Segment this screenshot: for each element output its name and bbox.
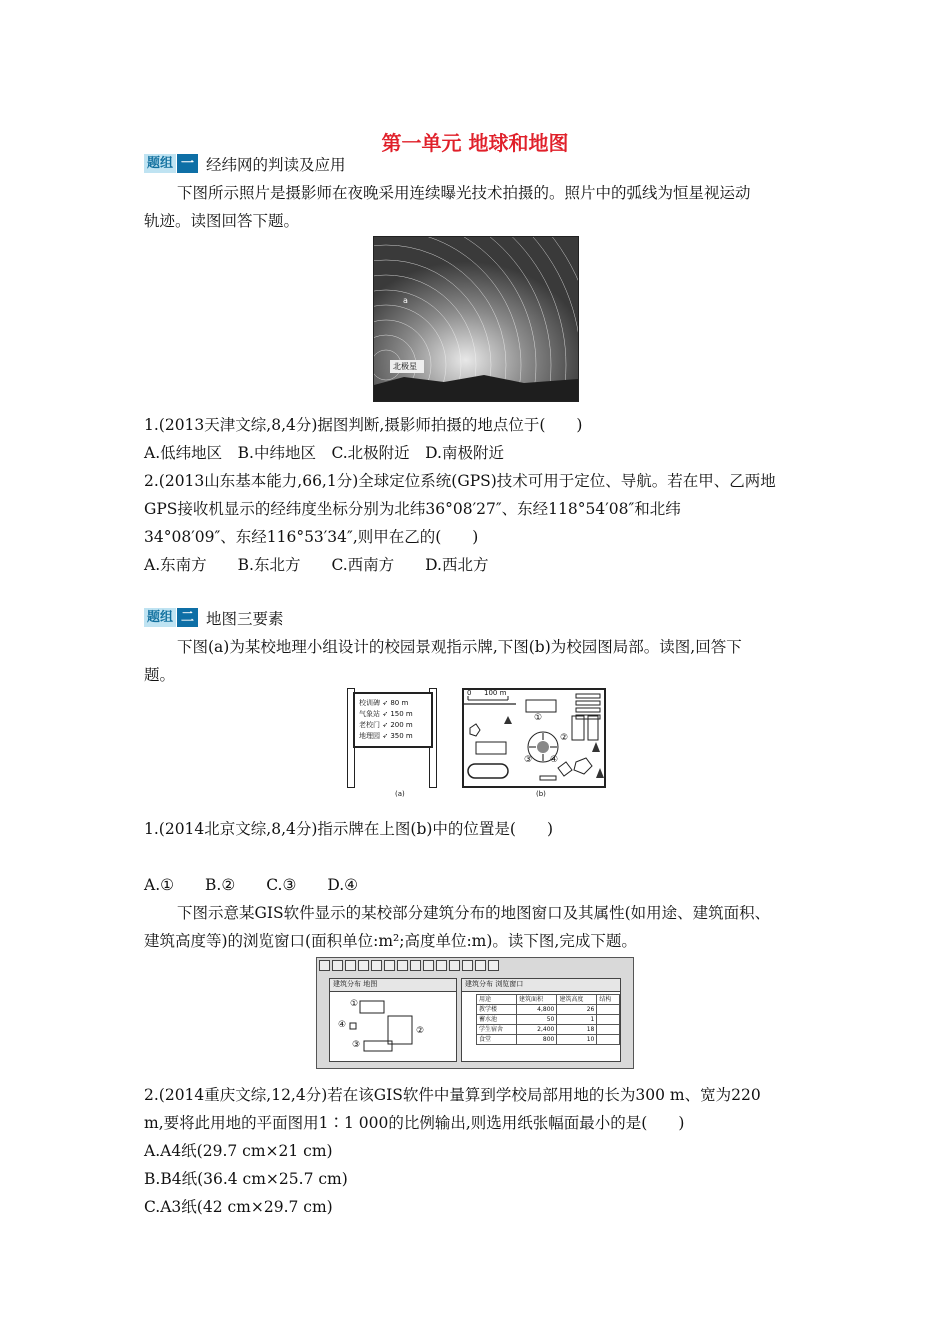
gis-intro-line2: 建筑高度等)的浏览窗口(面积单位:m²;高度单位:m)。读下图,完成下题。 <box>144 932 637 950</box>
gis-map-mark-4: ④ <box>338 1020 347 1030</box>
group1-intro-line1: 下图所示照片是摄影师在夜晚采用连续曝光技术拍摄的。照片中的弧线为恒星视运动 <box>177 184 751 202</box>
sign-board-figure <box>343 688 445 800</box>
gis-map-drawing <box>330 991 456 1061</box>
group-badge-label: 题组 <box>144 154 176 173</box>
g1-q1-stem: 1.(2013天津文综,8,4分)据图判断,摄影师拍摄的地点位于( ) <box>144 416 583 434</box>
map-mark-2: ② <box>560 733 569 743</box>
group2-heading: 地图三要素 <box>206 610 284 628</box>
gis-attribute-table <box>476 994 620 1045</box>
toolbar-button-icon[interactable] <box>397 960 408 971</box>
figure-a-caption: (a) <box>395 790 405 798</box>
g2-q2-line2: m,要将此用地的平面图用1∶1 000的比例输出,则选用纸张幅面最小的是( ) <box>144 1114 685 1132</box>
gis-map-title: 建筑分布 地图 <box>333 980 378 988</box>
table-row[interactable] <box>477 1025 620 1035</box>
toolbar-button-icon[interactable] <box>384 960 395 971</box>
sign-row-dist: 350 m <box>390 732 413 740</box>
table-cell-height: 18 <box>557 1025 597 1035</box>
photo-label-a: a <box>403 296 408 305</box>
table-cell-height: 10 <box>557 1035 597 1045</box>
sign-row: 地理园 ➶ 350 m <box>359 732 413 740</box>
campus-map-frame <box>462 688 606 788</box>
sign-row-name: 老校门 <box>359 721 380 729</box>
toolbar-button-icon[interactable] <box>423 960 434 971</box>
group2-intro-line1: 下图(a)为某校地理小组设计的校园景观指示牌,下图(b)为校园图局部。读图,回答下 <box>177 638 742 656</box>
gis-intro-line1: 下图示意某GIS软件显示的某校部分建筑分布的地图窗口及其属性(如用途、建筑面积、 <box>177 904 771 922</box>
table-cell-height: 26 <box>557 1005 597 1015</box>
sign-row-dist: 150 m <box>390 710 413 718</box>
sign-row-name: 地理园 <box>359 732 380 740</box>
group-badge-number: 一 <box>177 154 198 173</box>
table-cell-area: 50 <box>516 1015 556 1025</box>
g2-q1-options: A.① B.② C.③ D.④ <box>144 876 359 894</box>
table-header-cell: 用途 <box>477 995 517 1005</box>
g2-q2-option-c: C.A3纸(42 cm×29.7 cm) <box>144 1198 333 1216</box>
sign-row: 气象站 ➶ 150 m <box>359 710 413 718</box>
gis-map-mark-1: ① <box>350 999 359 1009</box>
group-badge-number: 二 <box>177 608 198 627</box>
toolbar-button-icon[interactable] <box>488 960 499 971</box>
group2-badge <box>144 608 198 627</box>
g1-q2-line2: GPS接收机显示的经纬度坐标分别为北纬36°08′27″、东经118°54′08″和北纬 <box>144 500 681 518</box>
map-scale-zero: 0 <box>467 689 472 697</box>
table-cell-structure <box>597 1005 620 1015</box>
group-badge-label: 题组 <box>144 608 176 627</box>
gis-map-window <box>329 978 457 1062</box>
star-trail-image <box>374 237 578 401</box>
toolbar-button-icon[interactable] <box>345 960 356 971</box>
table-cell-use: 食堂 <box>477 1035 517 1045</box>
map-scale-length: 100 m <box>484 689 507 697</box>
gis-browse-title: 建筑分布 浏览窗口 <box>465 980 524 988</box>
sign-row-dist: 80 m <box>390 699 409 707</box>
table-cell-structure <box>597 1015 620 1025</box>
toolbar-button-icon[interactable] <box>449 960 460 971</box>
g2-q1-stem: 1.(2014北京文综,8,4分)指示牌在上图(b)中的位置是( ) <box>144 820 554 838</box>
campus-map-drawing <box>464 690 604 786</box>
sign-row-name: 校训碑 <box>359 699 380 707</box>
map-mark-4: ④ <box>550 755 559 765</box>
table-header-cell: 结构 <box>597 995 620 1005</box>
toolbar-button-icon[interactable] <box>475 960 486 971</box>
table-row[interactable] <box>477 1035 620 1045</box>
sign-panel <box>353 692 433 748</box>
group1-badge <box>144 154 198 173</box>
g1-q2-line1: 2.(2013山东基本能力,66,1分)全球定位系统(GPS)技术可用于定位、导航。若在甲、乙两地 <box>144 472 776 490</box>
toolbar-button-icon[interactable] <box>319 960 330 971</box>
table-cell-area: 800 <box>516 1035 556 1045</box>
g1-q2-line3: 34°08′09″、东经116°53′34″,则甲在乙的( ) <box>144 528 479 546</box>
photo-label-polaris: 北极星 <box>393 362 417 371</box>
table-cell-height: 1 <box>557 1015 597 1025</box>
campus-map-figure <box>462 688 606 802</box>
sign-row-name: 气象站 <box>359 710 380 718</box>
table-header-cell: 建筑高度 <box>557 995 597 1005</box>
table-cell-use: 学生宿舍 <box>477 1025 517 1035</box>
sign-row-dist: 200 m <box>390 721 413 729</box>
star-trail-photo <box>373 236 579 402</box>
toolbar-button-icon[interactable] <box>371 960 382 971</box>
gis-browse-window <box>461 978 621 1062</box>
gis-software-figure <box>316 957 634 1069</box>
toolbar-button-icon[interactable] <box>410 960 421 971</box>
sign-row: 老校门 ➶ 200 m <box>359 721 413 729</box>
group1-heading: 经纬网的判读及应用 <box>206 156 346 174</box>
g2-q2-line1: 2.(2014重庆文综,12,4分)若在该GIS软件中量算到学校局部用地的长为300 m、宽为220 <box>144 1086 761 1104</box>
table-header-row <box>477 995 620 1005</box>
g2-q2-option-a: A.A4纸(29.7 cm×21 cm) <box>144 1142 333 1160</box>
table-cell-area: 4,800 <box>516 1005 556 1015</box>
toolbar-button-icon[interactable] <box>358 960 369 971</box>
group2-intro-line2: 题。 <box>144 666 176 684</box>
figure-b-caption: (b) <box>536 790 546 798</box>
gis-toolbar <box>319 960 499 972</box>
table-row[interactable] <box>477 1015 620 1025</box>
g2-q2-option-b: B.B4纸(36.4 cm×25.7 cm) <box>144 1170 348 1188</box>
g1-q2-options: A.东南方 B.东北方 C.西南方 D.西北方 <box>144 556 489 574</box>
g1-q1-options: A.低纬地区 B.中纬地区 C.北极附近 D.南极附近 <box>144 444 504 462</box>
gis-browse-titlebar <box>462 979 620 992</box>
group1-intro-line2: 轨迹。读图回答下题。 <box>144 212 300 230</box>
map-mark-3: ③ <box>524 755 533 765</box>
toolbar-button-icon[interactable] <box>462 960 473 971</box>
table-row[interactable] <box>477 1005 620 1015</box>
page-title: 第一单元 地球和地图 <box>381 131 569 155</box>
toolbar-button-icon[interactable] <box>332 960 343 971</box>
table-header-cell: 建筑面积 <box>516 995 556 1005</box>
table-cell-area: 2,400 <box>516 1025 556 1035</box>
table-cell-use: 教学楼 <box>477 1005 517 1015</box>
map-mark-1: ① <box>534 713 543 723</box>
gis-map-mark-3: ③ <box>352 1040 361 1050</box>
sign-row: 校训碑 ➶ 80 m <box>359 699 409 707</box>
table-cell-structure <box>597 1025 620 1035</box>
gis-map-mark-2: ② <box>416 1026 425 1036</box>
toolbar-button-icon[interactable] <box>436 960 447 971</box>
table-cell-use: 蓄水池 <box>477 1015 517 1025</box>
table-cell-structure <box>597 1035 620 1045</box>
